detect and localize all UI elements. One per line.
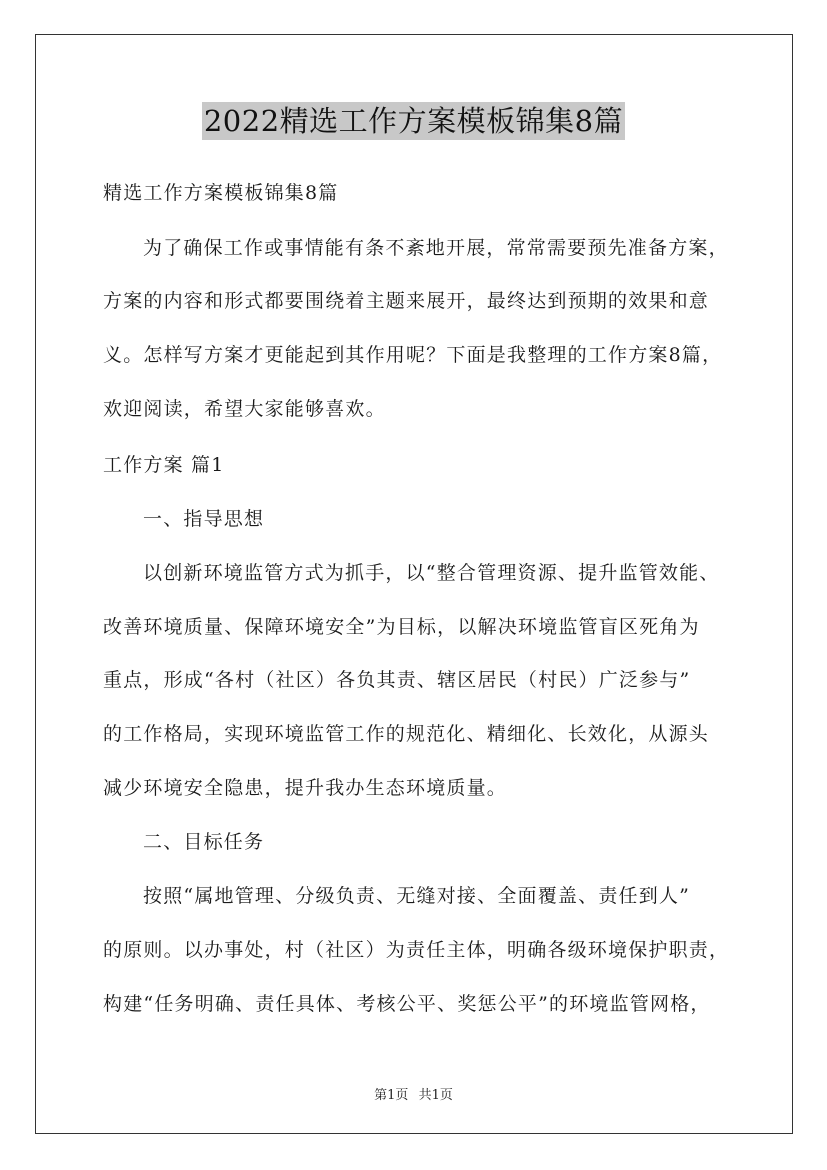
- paragraph-line: 以创新环境监管方式为抓手，以“整合管理资源、提升监管效能、: [143, 562, 720, 584]
- page-footer: [0, 1084, 827, 1103]
- paragraph-line: 义。怎样写方案才更能起到其作用呢？下面是我整理的工作方案8篇，: [103, 344, 723, 366]
- section-heading: 工作方案 篇1: [103, 454, 225, 476]
- paragraph-line: 减少环境安全隐患，提升我办生态环境质量。: [103, 777, 508, 799]
- subsection-heading: 二、目标任务: [143, 831, 265, 853]
- subsection-heading: 一、指导思想: [143, 508, 265, 530]
- paragraph-line: 为了确保工作或事情能有条不紊地开展，常常需要预先准备方案，: [143, 237, 729, 259]
- document-title: 2022精选工作方案模板锦集8篇: [203, 104, 624, 138]
- paragraph-line: 方案的内容和形式都要围绕着主题来展开，最终达到预期的效果和意: [103, 290, 710, 312]
- title-container: [0, 102, 827, 140]
- page-number-current: 第1页: [374, 1088, 409, 1103]
- paragraph-line: 改善环境质量、保障环境安全”为目标，以解决环境监管盲区死角为: [103, 616, 700, 638]
- page-number-total: 共1页: [418, 1088, 453, 1103]
- paragraph-line: 构建“任务明确、责任具体、考核公平、奖惩公平”的环境监管网格，: [103, 993, 711, 1015]
- subtitle-line: 精选工作方案模板锦集8篇: [103, 182, 339, 204]
- paragraph-line: 重点，形成“各村（社区）各负其责、辖区居民（村民）广泛参与”: [103, 669, 691, 691]
- paragraph-line: 按照“属地管理、分级负责、无缝对接、全面覆盖、责任到人”: [143, 885, 691, 907]
- paragraph-line: 欢迎阅读，希望大家能够喜欢。: [103, 398, 386, 420]
- paragraph-line: 的工作格局，实现环境监管工作的规范化、精细化、长效化，从源头: [103, 723, 710, 745]
- paragraph-line: 的原则。以办事处，村（社区）为责任主体，明确各级环境保护职责，: [103, 939, 730, 961]
